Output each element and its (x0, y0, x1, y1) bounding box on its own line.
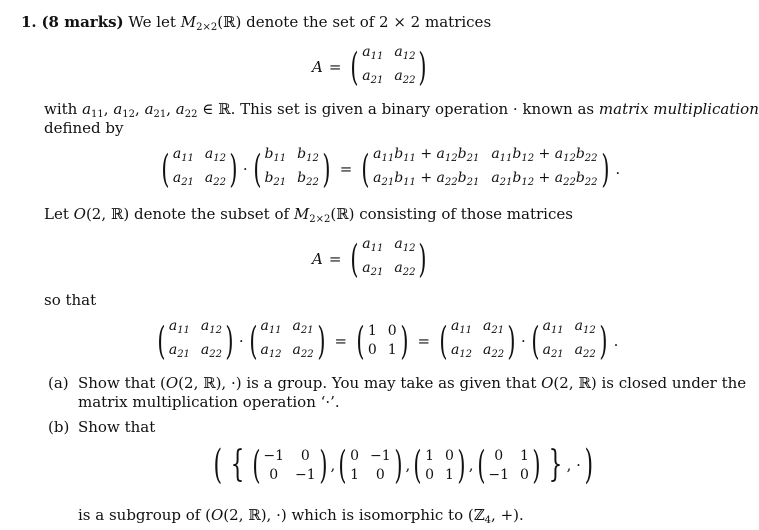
subgroup-set: ( { ( −1 0 0 −1 ) , ( 0 −1 1 0 ) , ( 1 0 0 1 ) , ( 0 1 −1 0 ) } , · ) (213, 442, 594, 488)
matrix-b: ( $b_{11}$ $b_{12}$ $b_{21}$ $b_{22}$ ) (252, 146, 331, 191)
question-marks: (8 marks) (41, 13, 124, 31)
part-b-label: (b) (48, 418, 70, 436)
paragraph-so-that: so that (44, 291, 97, 309)
question-intro: We let $M_{2\times 2}(ℝ)$ denote the set of 2 × 2 matrices (128, 13, 492, 33)
paragraph-with: with $a_{11}$, $a_{12}$, $a_{21}$, $a_{22}$ ∈ ℝ. This set is given a binary operation · known as matrix multiplication (44, 100, 759, 120)
paragraph-defined-by: defined by (44, 119, 124, 137)
equals-sign: = (328, 57, 342, 76)
term-matrix-multiplication: matrix multiplication (598, 100, 759, 118)
matrix-A-right: ( $a_{11}$ $a_{12}$ $a_{21}$ $a_{22}$ ) (531, 318, 608, 363)
matrix-A-symbol-2: A (312, 249, 323, 268)
question-number: 1. (21, 13, 37, 31)
matrix-a: ( $a_{11}$ $a_{12}$ $a_{21}$ $a_{22}$ ) (161, 146, 238, 191)
matrix-A-definition (312, 44, 430, 89)
matrix-A-symbol: A (312, 57, 323, 76)
matrix-A-transpose: ( $a_{11}$ $a_{21}$ $a_{12}$ $a_{22}$ ) (248, 318, 326, 363)
question-header (21, 13, 491, 37)
part-b-line1: Show that (78, 418, 156, 436)
set-matrix-2: ( 0 −1 1 0 ) (338, 443, 403, 487)
part-a-line2: matrix multiplication operation ‘·’. (78, 393, 340, 411)
matrix-A: ( $a_{11}$ $a_{12}$ $a_{21}$ $a_{22}$ ) (350, 44, 427, 89)
orthogonality-equation: ( $a_{11}$ $a_{12}$ $a_{21}$ $a_{22}$ ) · ( $a_{11}$ $a_{21}$ $a_{12}$ $a_{22}$ ) = ( 1 0 0 1 ) = ( $a_{11}$ $a_{21}$ $a_{12}$ $a_{22}$ ) · ( $a_{11}$ $a_{12}$ $a_{21}$ $a_{22}$ ) . (154, 318, 618, 363)
part-a-line1: Show that (O(2, ℝ), ·) is a group. You may take as given that O(2, ℝ) is closed under the (78, 374, 747, 392)
matrix-A-2: ( $a_{11}$ $a_{12}$ $a_{21}$ $a_{22}$ ) (350, 236, 427, 281)
matrix-product-result: ( $a_{11}b_{11} + a_{12}b_{21}$ $a_{11}b_{12} + a_{12}b_{22}$ $a_{21}b_{11} + a_{22}b_{21}$ $a_{21}b_{12} + a_{22}b_{22}$ ) (361, 146, 610, 191)
matrix-A-definition-2: A = ( $a_{11}$ $a_{12}$ $a_{21}$ $a_{22}$ ) (312, 236, 430, 281)
part-a-label: (a) (48, 374, 69, 392)
set-matrix-1: ( −1 0 0 −1 ) (251, 443, 328, 487)
product-definition: ( $a_{11}$ $a_{12}$ $a_{21}$ $a_{22}$ ) · ( $b_{11}$ $b_{12}$ $b_{21}$ $b_{22}$ ) = ( $a_{11}b_{11} + a_{12}b_{21}$ $a_{11}b_{12} + a_{12}b_{22}$ $a_{21}b_{11} + a_{22}b_{21}$ $a_{21}b_{12} + a_{22}b_{22}$ ) . (158, 146, 620, 191)
matrix-A-left: ( $a_{11}$ $a_{12}$ $a_{21}$ $a_{22}$ ) (157, 318, 234, 363)
set-matrix-4: ( 0 1 −1 0 ) (476, 443, 541, 487)
matrix-A-transpose-2: ( $a_{11}$ $a_{21}$ $a_{12}$ $a_{22}$ ) (439, 318, 516, 363)
identity-matrix: ( 1 0 0 1 ) (356, 318, 409, 363)
part-b-line2: is a subgroup of (O(2, ℝ), ·) which is isomorphic to (ℤ$_4$, +). (78, 506, 524, 526)
set-matrix-3: ( 1 0 0 1 ) (413, 443, 466, 487)
paragraph-let: Let O(2, ℝ) denote the subset of $M_{2\times 2}(ℝ)$ consisting of those matrices (44, 205, 573, 225)
